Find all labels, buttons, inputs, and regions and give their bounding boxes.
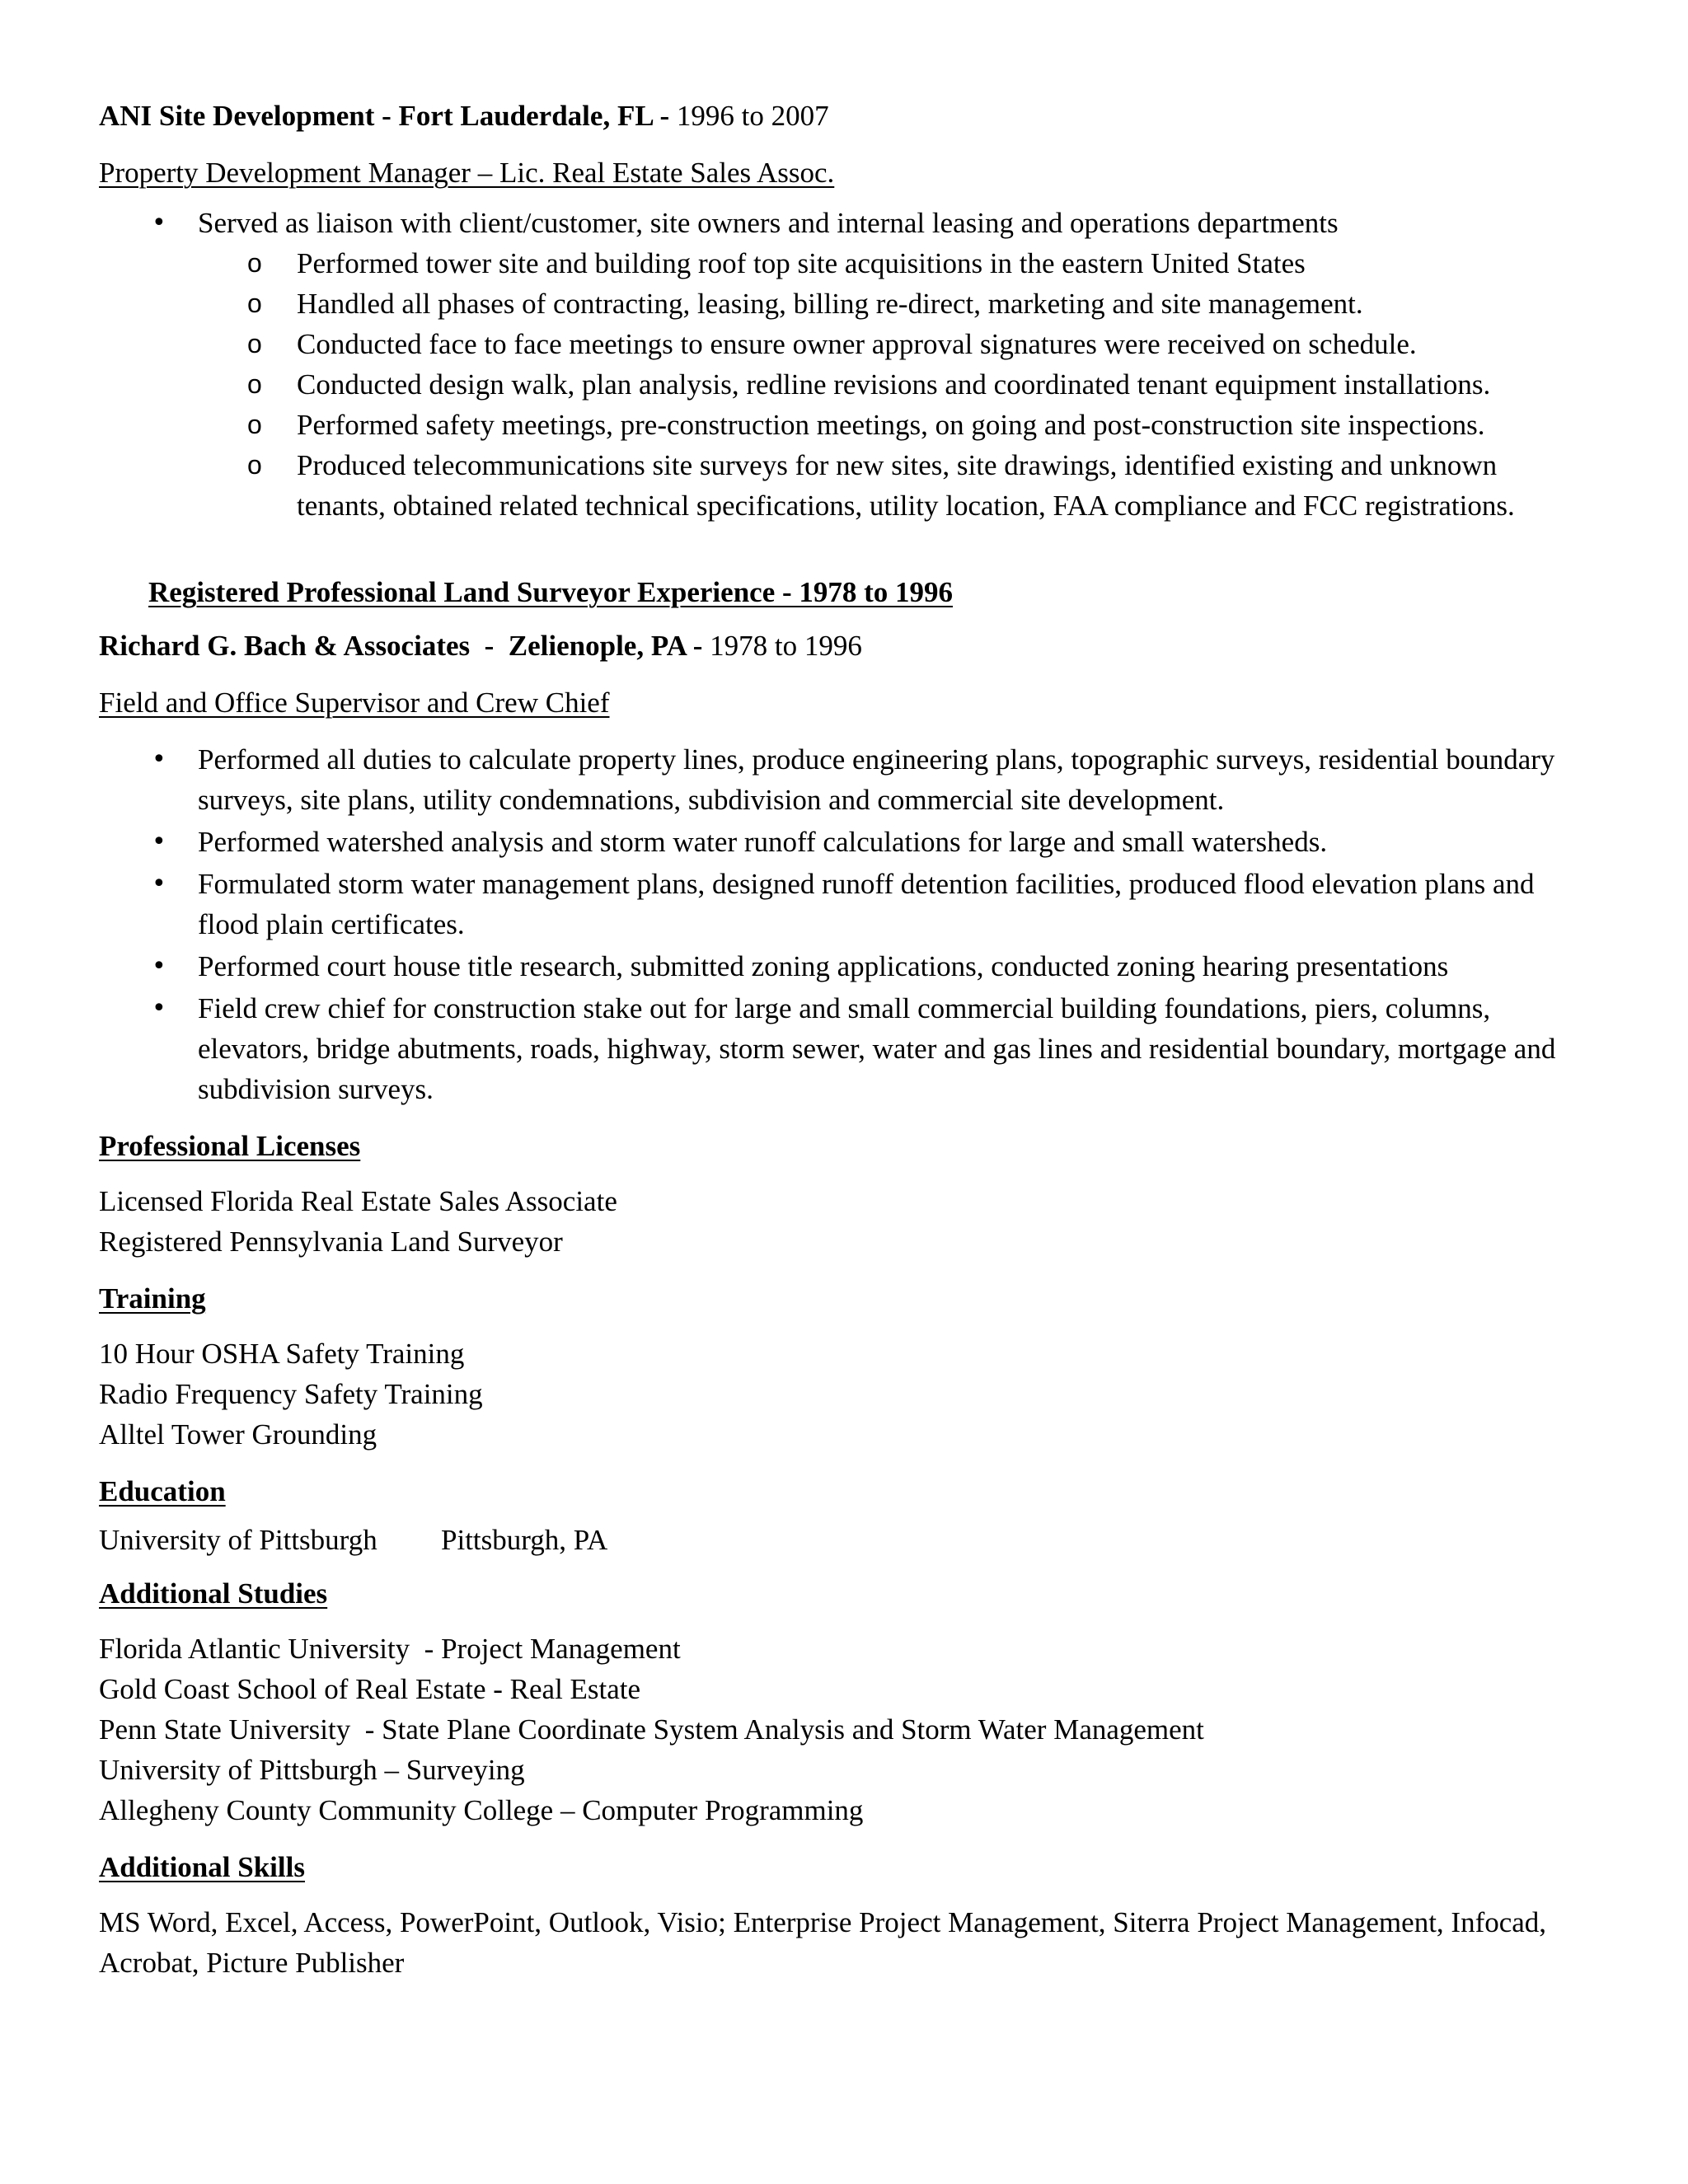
surveyor-bullet: • Performed all duties to calculate property lines, produce engineering plans, topographic surveys, residential boundary surveys, site plans, utility condemnations, subdivision and commercial site development. <box>99 739 1582 820</box>
training-item: Radio Frequency Safety Training <box>99 1378 483 1410</box>
study-item: University of Pittsburgh – Surveying <box>99 1754 525 1786</box>
resume-content <box>99 96 1582 1983</box>
surveyor-dates: 1978 to 1996 <box>710 630 862 662</box>
ani-dates: 1996 to 2007 <box>676 100 829 132</box>
study-item: Allegheny County Community College – Computer Programming <box>99 1794 864 1826</box>
license-item: Registered Pennsylvania Land Surveyor <box>99 1226 563 1258</box>
surveyor-bullet: • Performed watershed analysis and storm water runoff calculations for large and small watersheds. <box>99 822 1582 862</box>
ani-sub-item: o Conducted face to face meetings to ensure owner approval signatures were received on schedule. <box>99 324 1582 364</box>
training-item: Alltel Tower Grounding <box>99 1418 377 1451</box>
surveyor-bullet: • Formulated storm water management plans, designed runoff detention facilities, produced flood elevation plans and flood plain certificates. <box>99 864 1582 944</box>
education-school: University of Pittsburgh <box>99 1524 377 1556</box>
license-item: Licensed Florida Real Estate Sales Associate <box>99 1185 617 1217</box>
ani-sub-list <box>99 243 1582 526</box>
ani-company-line <box>99 96 1582 136</box>
study-item: Gold Coast School of Real Estate - Real Estate <box>99 1673 641 1705</box>
skills-heading: Additional Skills <box>99 1851 305 1883</box>
training-heading: Training <box>99 1282 206 1315</box>
education-line <box>99 1520 1582 1560</box>
training-item: 10 Hour OSHA Safety Training <box>99 1338 465 1370</box>
surveyor-role: Field and Office Supervisor and Crew Chief <box>99 687 610 719</box>
surveyor-bullet: • Field crew chief for construction stake out for large and small commercial building foundations, piers, columns, elevators, bridge abutments, roads, highway, storm sewer, water and gas lines and residential boundary, mortgage and subdivision surveys. <box>99 988 1582 1109</box>
ani-sub-item: o Performed tower site and building roof top site acquisitions in the eastern United States <box>99 243 1582 284</box>
ani-sub-item: o Performed safety meetings, pre-construction meetings, on going and post-construction site inspections. <box>99 405 1582 445</box>
studies-heading: Additional Studies <box>99 1577 328 1610</box>
surveyor-bullet: • Performed court house title research, submitted zoning applications, conducted zoning hearing presentations <box>99 946 1582 987</box>
study-item: Penn State University - State Plane Coordinate System Analysis and Storm Water Management <box>99 1713 1204 1746</box>
study-item: Florida Atlantic University - Project Management <box>99 1633 681 1665</box>
surveyor-company: Richard G. Bach & Associates - Zelienople, PA - <box>99 630 710 662</box>
ani-role: Property Development Manager – Lic. Real Estate Sales Assoc. <box>99 157 835 189</box>
ani-company: ANI Site Development - Fort Lauderdale, FL - <box>99 100 677 132</box>
surveyor-company-line <box>99 626 1582 666</box>
ani-sub-item: o Produced telecommunications site surveys for new sites, site drawings, identified existing and unknown tenants, obtained related technical specifications, utility location, FAA compliance and FCC registrations. <box>99 445 1582 526</box>
licenses-heading: Professional Licenses <box>99 1130 361 1162</box>
ani-sub-item: o Handled all phases of contracting, leasing, billing re-direct, marketing and site management. <box>99 284 1582 324</box>
ani-bullet: • Served as liaison with client/customer, site owners and internal leasing and operations departments <box>99 203 1582 243</box>
skills-text: MS Word, Excel, Access, PowerPoint, Outlook, Visio; Enterprise Project Management, Siterra Project Management, Infocad, Acrobat, Picture Publisher <box>99 1906 1547 1979</box>
ani-sub-item: o Conducted design walk, plan analysis, redline revisions and coordinated tenant equipment installations. <box>99 364 1582 405</box>
surveyor-heading: Registered Professional Land Surveyor Experience - 1978 to 1996 <box>148 576 954 608</box>
education-location: Pittsburgh, PA <box>441 1524 608 1556</box>
surveyor-bullet-list <box>99 739 1582 1109</box>
ani-bullet-list <box>99 203 1582 243</box>
education-heading: Education <box>99 1475 226 1507</box>
